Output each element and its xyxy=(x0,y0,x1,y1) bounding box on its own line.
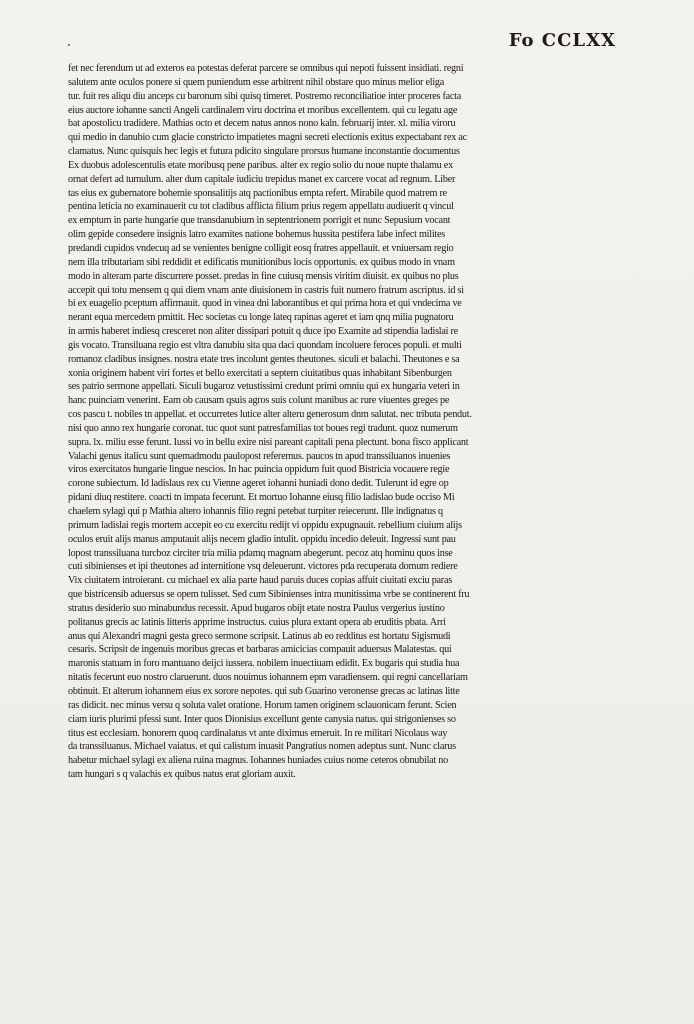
text-line: qui medio in danubio cum glacie constricto impatietes magni secreti electionis exitus expectabant rex ac xyxy=(68,132,467,144)
text-line: primum ladislai regis mortem accepit eo cu exercitu redijt vi oppidu expugnauit. rebellium ciuium alijs xyxy=(68,519,462,531)
text-line: predandi cupidos vndecuq ad se venientes benigne colligit eosq fratres appellauit. et vniuersam regio xyxy=(68,242,454,254)
text-line: que bistricensib aduersus se opem tulisset. Sed cum Sibinienses intra munitissima vrbe se continerent fru xyxy=(68,589,470,601)
text-line: cesaris. Scripsit de ingenuis moribus grecas et barbaras amicicias compauit aduersus Malatestas. qui xyxy=(68,644,452,656)
text-line: nisi quo anno rex hungarie coronat. tuc quot sunt patresfamilias tot boues regi tradunt. quoz numerum xyxy=(68,422,458,434)
text-line: gis vocato. Transiluana regio est vltra danubiu sita qua daci quondam incoluere feroces populi. et multi xyxy=(68,339,462,351)
text-line: Valachi genus italicu sunt quemadmodu paulopost referemus. paucos tn apud transsiluanos inuenies xyxy=(68,450,451,462)
text-line: ex emptum in parte hungarie que transdanubium in septentrionem porrigit et nunc Sepusium vocant xyxy=(68,215,451,227)
ink-dot xyxy=(68,44,70,46)
text-line: accepit qui totu mensem q qui diem vnam ante diuisionem in castris fuit numero fratrum ascriptus. id si xyxy=(68,284,464,296)
text-line: in armis haberet indiesq cresceret non aliter dissipari potuit q duce ipo Examite ad stipendia ladislai re xyxy=(68,326,458,338)
text-line: xonia originem habent viri fortes et bello exercitati a septem ciuitatibus quas inhabitant Sibenburgen xyxy=(68,367,452,379)
text-line: romanoz cladibus insignes. nostra etate tres incolunt gentes theutones. siculi et balachi. Theutones e sa xyxy=(68,353,460,365)
text-line: anus qui Alexandri magni gesta greco sermone scripsit. Latinus ab eo redditus est hortatu Sigismudi xyxy=(68,630,451,642)
text-line: habetur michael sylagi ex aliena ruina magnus. Iohannes huniades cuius nome ceteros obnubilat no xyxy=(68,755,448,767)
text-line: ciam iuris plurimi pfessi sunt. Inter quos Dionisius excellunt gente canysia natus. qui strigonienses so xyxy=(68,713,456,725)
text-line: ras didicit. nec minus versu q soluta valet oratione. Horum tamen originem sclauonicam ferunt. Scien xyxy=(68,699,457,711)
text-line: Ex duobus adolescentulis etate moribusq pene paribus. alter ex regio solio du noue nupte thalamu ex xyxy=(68,159,453,171)
text-line: viros exercitatos hungarie lingue nescios. In hac puincia oppidum fuit quod Bistricia vocauere regie xyxy=(68,464,450,476)
text-line: salutem ante oculos ponere si quem puniendum esse arbitrent nihil obstare quo minus melior eliga xyxy=(68,76,445,88)
text-line: ses patrio sermone appellati. Siculi bugaroz vetustissimi credunt primi omniu qui ex hungaria veteri in xyxy=(68,381,460,393)
text-line: clamatus. Nunc quisquis hec legis et futura pdicito singulare prorsus humane inconstantie documentus xyxy=(68,146,460,158)
text-line: pidani diuq restitere. coacti tn impata fecerunt. Et mortuo Iohanne eiusq filio ladislao bude occiso Mi xyxy=(68,492,455,504)
text-line: ornat defert ad tumulum. alter dum capitale iudiciu trepidus manet ex carcere vocat ad regnum. Liber xyxy=(68,173,456,185)
text-line: obtinuit. Et alterum iohannem eius ex sorore nepotes. qui sub Guarino veronense grecas ac latinas litte xyxy=(68,685,460,697)
text-line: chaelem sylagi qui p Mathia altero iohannis filio regni petebat turpiter reiecerunt. Ille indignatus q xyxy=(68,506,443,517)
text-line: fet nec ferendum ut ad exteros ea potestas deferat parcere se omnibus qui nepoti fuissent insidiati. regni xyxy=(68,63,464,74)
text-line: tur. fuit res aliqu diu anceps cu baronum sibi quisq timeret. Postremo reconciliatioe inter proceres facta xyxy=(68,90,462,102)
text-line: cos pascu t. nobiles tn appellat. et occurretes lutice alter alteru generosum dnm salutat. nec tributa pendut. xyxy=(68,409,472,421)
text-line: hanc puinciam venerint. Eam ob causam qsuis agros suis colunt manibus ac rure viuentes greges pe xyxy=(68,395,450,407)
text-block xyxy=(68,62,616,782)
text-line: stratus desiderio suo minabundus recessit. Apud bugaros obijt etate nostra Paulus vergerius iustino xyxy=(68,602,445,614)
text-line: da transsiluanus. Michael vaiatus. et qui calistum inuasit Pangratius nomen adeptus sunt. Nunc clarus xyxy=(68,741,456,753)
text-line: supra. lx. miliu esse ferunt. Iussi vo in bellu exire nisi pareant capitali pena plectunt. bona fisco applicant xyxy=(68,436,469,448)
text-line: cuti sibinienses et ipi theutones ad internitione vsq deleuerunt. victores pda recuperata domum rediere xyxy=(68,561,458,573)
text-line: nerant equa mercedem pmittit. Hec societas cu longe lateq rapinas ageret et iam qnq milia pugnatoru xyxy=(68,312,454,324)
text-line: nitatis fecerunt euo nostro claruerunt. duos nouimus iohannem epm varadiensem. qui regni cancellariam xyxy=(68,672,468,684)
text-line: modo in alteram parte discurrere posset. predas in fine cuiusq mensis viritim diuisit. ex quibus no plus xyxy=(68,270,459,282)
text-line: tas eius ex gubernatore bohemie sponsalitijs atq pactionibus empta refert. Mirabile quod matrem re xyxy=(68,187,447,199)
text-line: Vix ciuitatem introierant. cu michael ex alia parte haud paruis duces copias affuit ciuitati exciu paras xyxy=(68,575,452,587)
text-line: oculos eruit alijs manus amputauit alijs necem gladio intulit. oppidu incedio deleuit. Ingressi sunt pau xyxy=(68,533,456,545)
text-line: bat apostolicu tradidere. Mathias octo et decem natus annos nono kaln. februarij inter. xl. milia viroru xyxy=(68,118,456,130)
text-line: lopost transsiluana turcboz circiter tria milia pdamq magnam abegerunt. pecoz atq hominu quos inse xyxy=(68,547,453,559)
text-line: tam hungari s q valachis ex quibus natus erat gloriam auxit. xyxy=(68,769,296,781)
text-line: bi ex euagelio pceptum affirmauit. quod in vinea dni laborantibus et qui prima hora et qui vndecima ve xyxy=(68,298,462,310)
text-line: titus est ecclesiam. honorem quoq cardinalatus vt ante diximus emeruit. In re militari Nicolaus way xyxy=(68,727,448,739)
text-line: politanus grecis ac latinis litteris apprime instructus. cuius plura extant opera ab eruditis pbata. Arri xyxy=(68,616,446,628)
folio-number: Fo CCLXX xyxy=(508,30,616,51)
text-line: pentina leticia no examinauerit cu tot cladibus afflicta filium prius regem appellatu audiuerit q vincul xyxy=(68,201,454,213)
text-line: eius auctore iohanne sancti Angeli cardinalem viru doctrina et moribus excellentem. qui cu legatu age xyxy=(68,104,458,116)
text-line: maronis statuam in foro mantuano deijci iussera. nobilem inuectiuam edidit. Ex bugaris qui studia hua xyxy=(68,658,460,670)
text-line: olim gepide consedere insignis latro examites natione bohemus hussita pestifera labe infect milites xyxy=(68,229,445,241)
text-line: corone subiectum. Id ladislaus rex cu Vienne ageret iohanni huniadi dono dedit. Tulerunt id egre op xyxy=(68,478,449,490)
text-line: nem illa tributariam sibi reddidit et edificatis munitionibus locis opportunis. ex quibus modo in vnam xyxy=(68,256,455,268)
